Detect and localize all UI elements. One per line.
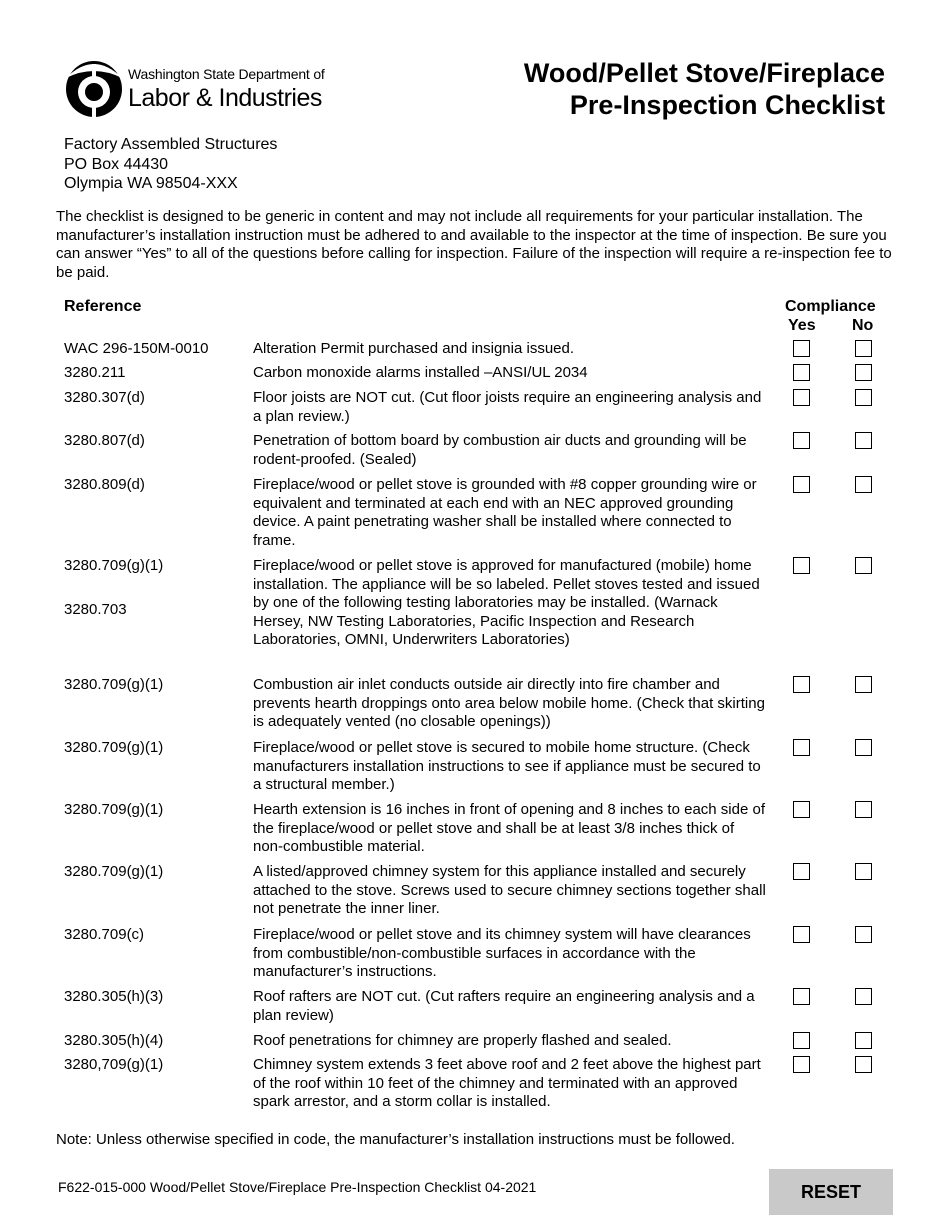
row-description: Fireplace/wood or pellet stove and its chimney system will have clearances from combustible/non-combustible surfaces in accordance with the manufacturer’s instructions. <box>253 926 751 981</box>
yes-checkbox[interactable] <box>793 739 810 756</box>
row-description: Roof penetrations for chimney are properly flashed and sealed. <box>253 1032 672 1049</box>
no-checkbox[interactable] <box>855 1056 872 1073</box>
agency-logo <box>64 54 344 118</box>
address-line-1: Factory Assembled Structures <box>64 136 278 153</box>
no-checkbox[interactable] <box>855 988 872 1005</box>
row-reference: 3280,709(g)(1) <box>64 1056 164 1073</box>
address-line-3: Olympia WA 98504-XXX <box>64 175 238 192</box>
instructions-note: Note: Unless otherwise specified in code, the manufacturer’s installation instructions must be followed. <box>56 1131 735 1148</box>
reset-button[interactable]: RESET <box>769 1169 893 1215</box>
logo-agency-line: Washington State Department of <box>128 66 325 82</box>
no-checkbox[interactable] <box>855 863 872 880</box>
reference-column-header: Reference <box>64 298 142 315</box>
row-reference: 3280.305(h)(3) <box>64 988 164 1005</box>
yes-column-header: Yes <box>788 317 816 334</box>
mailing-address <box>64 135 277 194</box>
yes-checkbox[interactable] <box>793 432 810 449</box>
yes-checkbox[interactable] <box>793 389 810 406</box>
no-checkbox[interactable] <box>855 340 872 357</box>
yes-checkbox[interactable] <box>793 863 810 880</box>
address-line-2: PO Box 44430 <box>64 155 169 173</box>
row-reference: 3280.709(g)(1) <box>64 801 164 818</box>
no-checkbox[interactable] <box>855 926 872 943</box>
no-column-header: No <box>852 317 874 334</box>
row-description: Roof rafters are NOT cut. (Cut rafters require an engineering analysis and a plan review) <box>253 988 755 1024</box>
yes-checkbox[interactable] <box>793 557 810 574</box>
yes-checkbox[interactable] <box>793 801 810 818</box>
row-reference: 3280.709(g)(1) <box>64 863 164 880</box>
row-description: A listed/approved chimney system for this appliance installed and securely attached to the stove. Screws used to secure chimney sections together shall not penetrate the inner liner. <box>253 863 766 918</box>
row-description: Penetration of bottom board by combustion air ducts and grounding will be rodent-proofed. (Sealed) <box>253 432 747 468</box>
yes-checkbox[interactable] <box>793 364 810 381</box>
row-reference-secondary: 3280.703 <box>64 601 127 618</box>
row-description: Fireplace/wood or pellet stove is approved for manufactured (mobile) home installation. The appliance will be so labeled. Pellet stoves tested and issued by one of the following testing laboratories may be installed. (Warnack Hersey, NW Testing Laboratories, Pacific Inspection and Research Laboratories, OMNI, Underwriters Laboratories) <box>253 557 760 649</box>
lni-logo-icon <box>64 56 124 118</box>
row-reference: 3280.807(d) <box>64 432 145 449</box>
row-description: Fireplace/wood or pellet stove is grounded with #8 copper grounding wire or equivalent and terminated at each end with an NEC approved grounding device. A paint penetrating washer shall be installed where connected to frame. <box>253 476 757 549</box>
row-description: Alteration Permit purchased and insignia issued. <box>253 340 575 357</box>
form-footer: F622-015-000 Wood/Pellet Stove/Fireplace Pre-Inspection Checklist 04-2021 <box>58 1179 537 1195</box>
row-description: Fireplace/wood or pellet stove is secured to mobile home structure. (Check manufacturers installation instructions to see if appliance must be secured to a structural member.) <box>253 739 761 794</box>
compliance-column-header: Compliance <box>785 298 876 315</box>
yes-checkbox[interactable] <box>793 1056 810 1073</box>
no-checkbox[interactable] <box>855 476 872 493</box>
no-checkbox[interactable] <box>855 1032 872 1049</box>
row-description: Chimney system extends 3 feet above roof and 2 feet above the highest part of the roof within 10 feet of the chimney and terminated with an approved spark arrestor, and a storm collar is installed. <box>253 1056 761 1111</box>
row-reference: 3280.211 <box>64 364 126 381</box>
no-checkbox[interactable] <box>855 432 872 449</box>
row-reference: 3280.709(g)(1) <box>64 739 164 756</box>
intro-paragraph: The checklist is designed to be generic in content and may not include all requirements for your particular installation. The manufacturer’s installation instruction must be adhered to and available to the inspector at the time of inspection. Be sure you can answer “Yes” to all of the questions before calling for inspection. Failure of the inspection will require a re-inspection fee to be paid. <box>56 208 892 282</box>
row-reference: 3280.709(g)(1) <box>64 557 164 574</box>
row-reference: 3280.809(d) <box>64 476 145 493</box>
row-reference: 3280.709(c) <box>64 926 145 943</box>
no-checkbox[interactable] <box>855 364 872 381</box>
row-description: Combustion air inlet conducts outside air directly into fire chamber and prevents hearth droppings onto area below mobile home. (Check that skirting is adequately vented (no closable openings)) <box>253 676 765 731</box>
no-checkbox[interactable] <box>855 801 872 818</box>
logo-agency-name: Labor & Industries <box>128 84 322 112</box>
yes-checkbox[interactable] <box>793 1032 810 1049</box>
row-description: Carbon monoxide alarms installed –ANSI/UL 2034 <box>253 364 588 381</box>
row-reference: 3280.307(d) <box>64 389 145 406</box>
page-title <box>524 57 885 121</box>
no-checkbox[interactable] <box>855 676 872 693</box>
yes-checkbox[interactable] <box>793 988 810 1005</box>
title-line-1: Wood/Pellet Stove/Fireplace <box>523 58 885 88</box>
no-checkbox[interactable] <box>855 739 872 756</box>
yes-checkbox[interactable] <box>793 926 810 943</box>
no-checkbox[interactable] <box>855 557 872 574</box>
yes-checkbox[interactable] <box>793 476 810 493</box>
yes-checkbox[interactable] <box>793 676 810 693</box>
row-reference: 3280.305(h)(4) <box>64 1032 164 1049</box>
row-description: Hearth extension is 16 inches in front of opening and 8 inches to each side of the fireplace/wood or pellet stove and shall be at least 3/8 inches thick of non-combustible material. <box>253 801 765 856</box>
title-line-2: Pre-Inspection Checklist <box>569 90 885 120</box>
row-reference: 3280.709(g)(1) <box>64 676 164 693</box>
row-reference: WAC 296-150M-0010 <box>64 340 209 357</box>
no-checkbox[interactable] <box>855 389 872 406</box>
yes-checkbox[interactable] <box>793 340 810 357</box>
row-description: Floor joists are NOT cut. (Cut floor joists require an engineering analysis and a plan review.) <box>253 389 762 425</box>
